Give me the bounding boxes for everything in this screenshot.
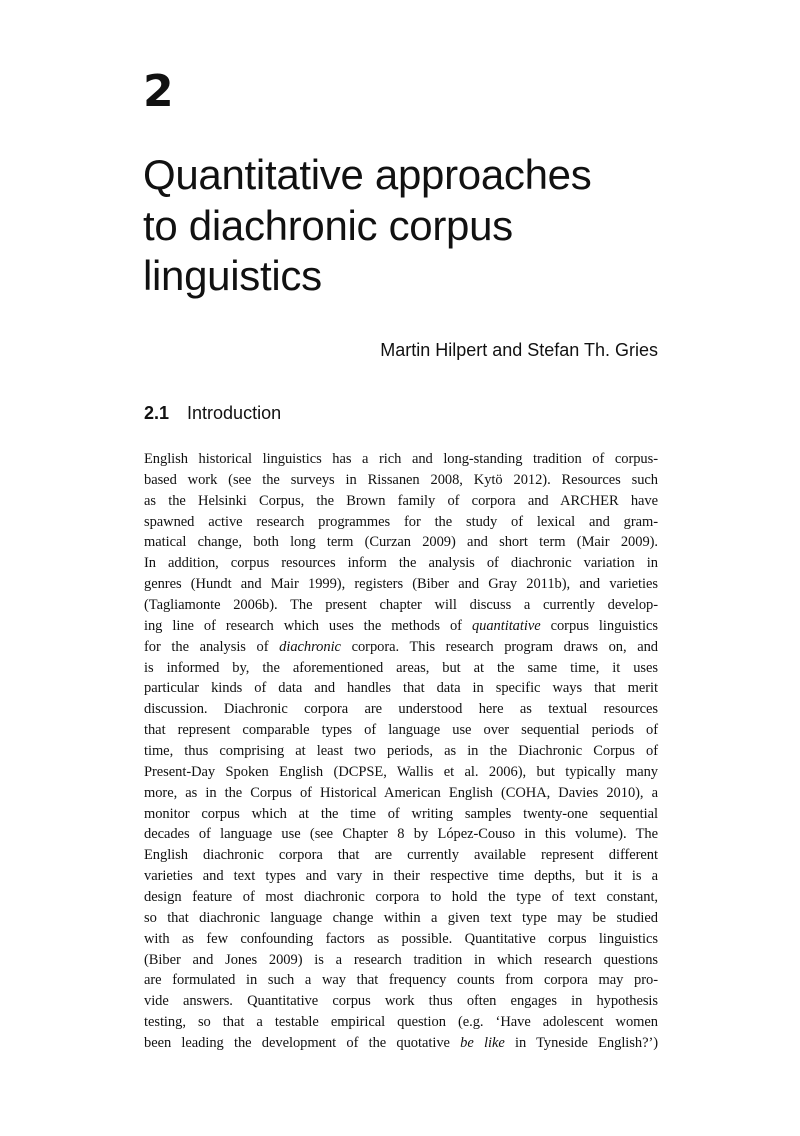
text-segment: design feature of most diachronic corpora to hold the type of text constant, <box>144 889 658 906</box>
italic-term: be like <box>460 1035 505 1052</box>
body-line <box>144 929 658 950</box>
text-segment: testing, so that a testable empirical question (e.g. ‘Have adolescent women <box>144 1014 658 1031</box>
text-segment: so that diachronic language change within a given text type may be studied <box>144 909 658 926</box>
chapter-title <box>143 150 591 302</box>
text-segment: been leading the development of the quotative <box>144 1035 461 1052</box>
text-segment: based work (see the surveys in Rissanen 2008, Kytö 2012). Resources such <box>144 471 658 488</box>
body-line <box>144 699 658 720</box>
text-segment: decades of language use (see Chapter 8 by López-Couso in this volume). The <box>144 826 658 843</box>
body-line <box>144 637 658 658</box>
text-segment: varieties and text types and vary in their respective time depths, but it is a <box>144 868 658 885</box>
text-segment: that represent comparable types of language use over sequential periods of <box>144 722 658 739</box>
text-segment: genres (Hundt and Mair 1999), registers (Biber and Gray 2011b), and varieties <box>144 576 658 593</box>
text-segment: ing line of research which uses the methods of <box>144 617 472 634</box>
italic-term: diachronic <box>279 638 341 655</box>
text-segment: as the Helsinki Corpus, the Brown family of corpora and ARCHER have <box>144 492 658 509</box>
body-line <box>144 887 658 908</box>
chapter-title-line: to diachronic corpus <box>143 201 513 249</box>
body-line <box>144 1033 658 1054</box>
section-heading <box>144 403 281 424</box>
chapter-title-line: linguistics <box>143 252 322 299</box>
body-line <box>144 762 658 783</box>
section-number: 2.1 <box>144 403 170 423</box>
body-line <box>144 908 658 929</box>
body-line <box>144 574 658 595</box>
section-title: Introduction <box>187 403 282 423</box>
body-line <box>144 595 658 616</box>
text-segment: In addition, corpus resources inform the analysis of diachronic variation in <box>144 555 658 572</box>
body-text <box>144 449 658 1054</box>
text-segment: English historical linguistics has a rich and long-standing tradition of corpus- <box>144 451 658 467</box>
body-line <box>144 512 658 533</box>
text-segment: time, thus comprising at least two periods, as in the Diachronic Corpus of <box>144 743 658 760</box>
body-line <box>144 804 658 825</box>
body-line <box>144 616 658 637</box>
body-line <box>144 845 658 866</box>
chapter-title-line: Quantitative approaches <box>143 151 592 198</box>
body-line <box>144 824 658 845</box>
text-segment: discussion. Diachronic corpora are understood here as textual resources <box>144 701 658 718</box>
text-segment: in Tyneside English?’) <box>504 1035 659 1052</box>
text-segment: (Tagliamonte 2006b). The present chapter will discuss a currently develop- <box>144 597 658 614</box>
text-segment: more, as in the Corpus of Historical American English (COHA, Davies 2010), a <box>144 784 658 801</box>
text-segment: are formulated in such a way that frequency counts from corpora may pro- <box>144 972 658 989</box>
body-line <box>144 470 658 491</box>
body-line <box>144 491 658 512</box>
text-segment: (Biber and Jones 2009) is a research tradition in which research questions <box>144 951 658 968</box>
body-line <box>144 783 658 804</box>
text-segment: is informed by, the aforementioned areas, but at the same time, it uses <box>144 659 658 676</box>
text-segment: corpus linguistics <box>540 617 658 634</box>
body-line <box>144 678 658 699</box>
text-segment: for the analysis of <box>144 638 280 655</box>
italic-term: quantitative <box>471 617 541 634</box>
body-line <box>144 449 658 470</box>
body-line <box>144 1012 658 1033</box>
body-line <box>144 866 658 887</box>
body-line <box>144 720 658 741</box>
body-line <box>144 741 658 762</box>
text-segment: Present-Day Spoken English (DCPSE, Wallis et al. 2006), but typically many <box>144 763 658 780</box>
chapter-number: 2 <box>143 66 173 117</box>
chapter-authors: Martin Hilpert and Stefan Th. Gries <box>380 340 658 360</box>
text-segment: with as few confounding factors as possible. Quantitative corpus linguistics <box>144 930 658 947</box>
text-segment: spawned active research programmes for the study of lexical and gram- <box>144 513 658 530</box>
body-line <box>144 658 658 679</box>
body-line <box>144 991 658 1012</box>
body-line <box>144 970 658 991</box>
text-segment: English diachronic corpora that are currently available represent different <box>144 847 658 864</box>
body-line <box>144 950 658 971</box>
text-segment: corpora. This research program draws on, and <box>340 638 659 655</box>
body-line <box>144 532 658 553</box>
text-segment: monitor corpus which at the time of writing samples twenty-one sequential <box>144 805 658 822</box>
text-segment: vide answers. Quantitative corpus work thus often engages in hypothesis <box>144 993 658 1010</box>
body-line <box>144 553 658 574</box>
text-segment: particular kinds of data and handles that data in specific ways that merit <box>144 680 658 697</box>
text-segment: matical change, both long term (Curzan 2009) and short term (Mair 2009). <box>144 534 658 551</box>
